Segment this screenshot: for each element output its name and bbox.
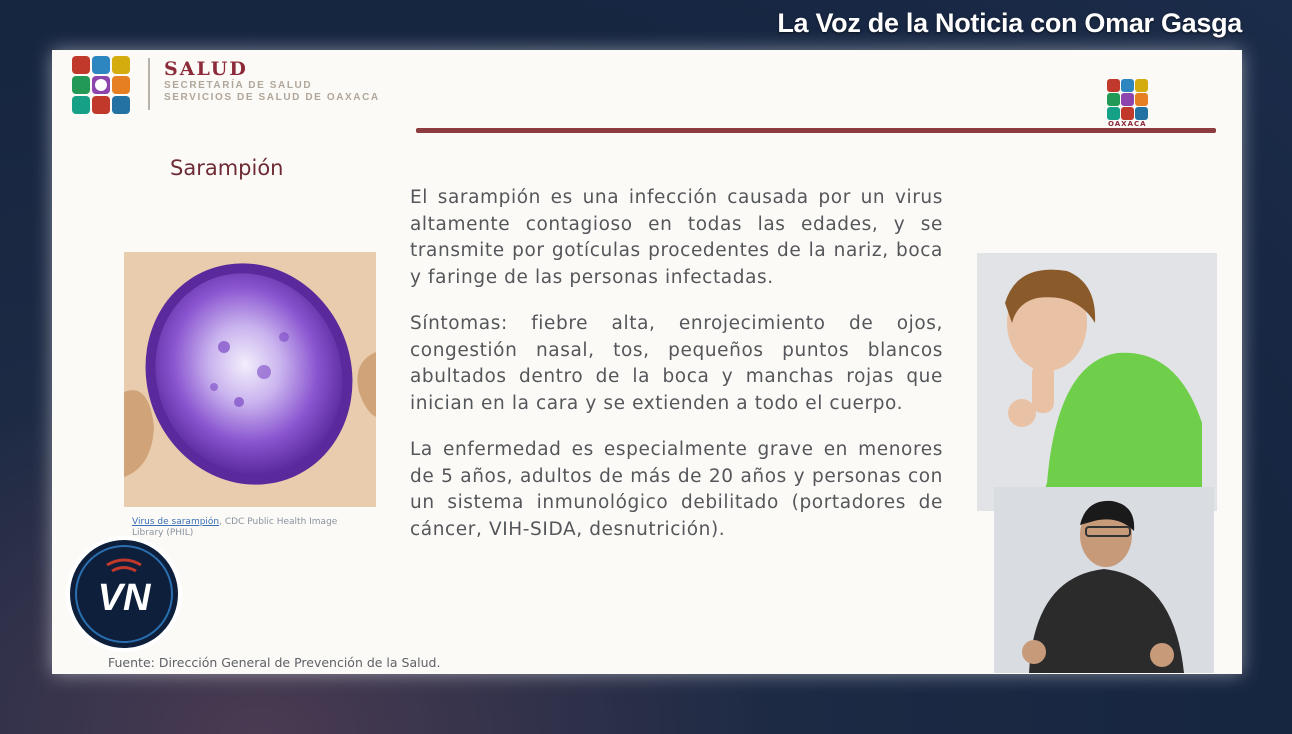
paragraph-risk-groups: La enfermedad es especialmente grave en menores de 5 años, adultos de más de 20 años y personas con un sistema inmunológico debilitado (portadores de cáncer, VIH-SIDA, desnutrición). (410, 439, 943, 540)
paragraph-symptoms: Síntomas: fiebre alta, enrojecimiento de ojos, congestión nasal, tos, pequeños puntos blancos abultados dentro de la boca y manchas rojas que inician en la cara y se extienden a todo el cuerpo. (410, 313, 943, 414)
salud-logo-icon (70, 54, 132, 116)
logo-divider (148, 58, 150, 110)
oaxaca-logo-icon (1106, 76, 1150, 124)
coughing-boy-image (977, 253, 1217, 511)
measles-virus-image (124, 252, 376, 507)
oaxaca-label: OAXACA (1108, 120, 1147, 128)
header-rule (416, 128, 1216, 133)
caption-text: , CDC Public Health Image Library (PHIL) (132, 517, 338, 538)
caption-link[interactable]: Virus de sarampión (132, 517, 220, 527)
presentation-slide (52, 50, 1242, 674)
source-note: Fuente: Dirección General de Prevención de la Salud. (108, 655, 441, 670)
paragraph-definition: El sarampión es una infección causada por un virus altamente contagioso en todas las edades, y se transmite por gotículas procedentes de la nariz, boca y faringe de las personas infectadas. (410, 187, 943, 288)
slide-body (410, 185, 943, 563)
slide-title: Sarampión (170, 156, 284, 180)
brand-line1: SECRETARÍA DE SALUD (164, 80, 313, 91)
vn-logo-text: VN (97, 577, 151, 619)
sign-language-interpreter-image (994, 487, 1214, 673)
vn-channel-logo-icon (65, 535, 183, 653)
broadcast-title: La Voz de la Noticia con Omar Gasga (777, 8, 1242, 38)
salud-wordmark (164, 58, 380, 104)
brand-name: SALUD (164, 58, 248, 80)
brand-line2: SERVICIOS DE SALUD DE OAXACA (164, 92, 380, 103)
